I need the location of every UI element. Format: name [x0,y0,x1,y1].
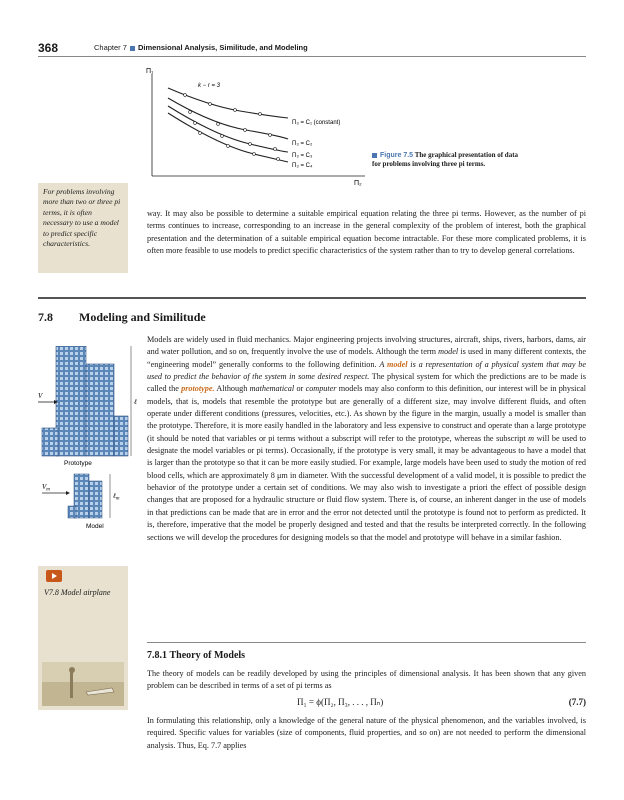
caption-text: The graphical presentation of data for problems involving three pi terms. [372,151,519,168]
vm-label-sub: m [46,487,50,493]
paragraph-2-text [147,334,586,544]
prototype-low-building [42,428,58,456]
prototype-model-figure [34,346,142,536]
lm-label [112,492,120,502]
lm-label-sub: m [115,496,120,502]
y-axis-label: Π₁ [146,68,154,75]
p2-computer: computer [305,384,337,394]
prototype-side-building [114,416,128,456]
p2-def-a: A [379,359,388,369]
curve-label-c4: Π₃ = C₄ [292,163,313,169]
figure-7-5-caption [372,151,524,169]
subsection-rule [147,642,586,643]
p2-model-term: model [438,347,459,357]
paragraph-4 [147,715,586,752]
margin-note: For problems involving more than two or three pi terms, it is often necessary to use a model to predict specific characteristics. [38,183,128,273]
prototype-tower-2 [86,364,114,456]
p2-def-b: is a representation of a physical system that may be used to predict the behavior of the system in some desired respect. [147,359,586,382]
running-head [94,43,308,52]
section-rule [38,297,586,299]
k-r-label: k − r = 3 [198,83,221,89]
p2-s4: Although [214,384,250,394]
p2-prototype-term: prototype. [181,384,215,394]
vm-arrowhead-icon [66,491,70,495]
p2-mathematical: mathematical [249,384,295,394]
p2-s1: Models are widely used in fluid mechanics. Major engineering projects involving structures, aircraft, ships, rivers, harbors, dams, air and water pollution, and so on, frequently involve the use of models. Although the term [147,335,586,357]
subsection-heading [147,650,245,661]
p2-s6: models may also conform to this definition, our interest will be in physical models, that is, models that resemble the prototype but are generally of a different size, may involve different fluids, and often operate under different conditions (pressures, velocities, etc.). As shown by the figure in the margin, usually a model is smaller than the prototype. Therefore, it is more easily handled in the laboratory and less expensive to construct and operate than a large prototype (it should be noted that variables or pi terms without a subscript will refer to the prototype, whereas the subscript [147,384,586,443]
equation-number: (7.7) [568,697,586,707]
square-bullet-icon [130,46,135,51]
paragraph-1-text: way. It may also be possible to determine a suitable empirical equation relating the three pi terms. However, as the number of pi terms continues to increase, corresponding to an increase in the general complexity of the problem of interest, both the graphical presentation and the determination of a suitable empirical equation become intractable. For these more complicated problems, it is often more feasible to use models to predict specific characteristics of the system rather than to try to develop general correlations. [147,209,586,256]
chapter-label: Chapter 7 [94,43,127,52]
vm-label-main: V [42,483,47,491]
figure-7-5-graph [140,66,370,188]
play-icon [52,573,57,579]
paragraph-1 [147,208,586,257]
prototype-label: Prototype [64,460,92,467]
lm-label-main: ℓ [113,492,116,500]
curve-label-c3: Π₃ = C₃ [292,153,313,159]
p2-s8: in diameter. With the successful development of a valid model, it is possible to predict the behavior of the prototype under a certain set of conditions. We may also wish to investigate a priori the effect of possible design changes that are proposed for a hydraulic structure or fluid flow system. There is, of course, an inherent danger in the use of models in that predictions can be made that are in error and the error not detected until the prototype is found not to perform as predicted. It is, therefore, imperative that the model be properly designed and tested and that the results be interpreted correctly. In the following sections we will develop the procedures for designing models so that the model and prototype will behave in a similar fashion. [147,470,586,542]
vm-label [42,483,50,493]
p2-s5: or [294,384,306,394]
paragraph-2 [147,334,586,544]
curve-label-c1: Π₃ = C₁ (constant) [292,120,341,126]
p2-s2: is used in many different contexts, the “engineering model” generally conforms to the following definition. [147,347,587,369]
curve-c1 [168,88,288,118]
paragraph-4-text: In formulating this relationship, only a knowledge of the general nature of the physical phenomenon, and the variables involved, is required. Specific values for variables (size of components, fluid properties, and so on) are not needed to perform the dimensional analysis. Thus, Eq. 7.7 applies [147,716,586,750]
video-note-box[interactable] [38,566,128,710]
model-tower-2 [89,481,102,518]
square-bullet-icon [372,153,377,158]
section-number: 7.8 [38,310,53,324]
subsection-number: 7.8.1 [147,650,167,661]
p2-subscript-m: m [528,433,535,443]
model-airplane-photo [42,662,124,706]
curve-c2 [168,98,288,139]
page-number: 368 [38,41,59,55]
section-heading [38,310,206,325]
header-rule [38,56,586,57]
play-video-button[interactable] [46,570,62,582]
v-label: V [38,392,43,400]
chapter-title: Dimensional Analysis, Similitude, and Modeling [137,43,308,52]
equation-text: Π₁ = ϕ(Π₂, Π₃, . . . , Πₙ) [297,697,384,707]
p2-s3: The physical system for which the predictions are to be made is called the [147,372,586,394]
p2-s7: will be used to designate the model variables or pi terms). Occasionally, if the prototype is very small, it may be advantageous to have a model that is larger than the prototype so that it can be more easily studied. For example, large models have been used to study the motion of red blood cells, which are approximately 8 [147,433,587,480]
model-label: Model [86,523,104,530]
video-note-label: V7.8 Model airplane [44,588,111,597]
section-title: Modeling and Similitude [79,310,206,324]
subsection-title: Theory of Models [169,650,246,661]
x-axis-label: Π₂ [354,180,362,187]
paragraph-3 [147,668,586,693]
curve-label-c2: Π₃ = C₂ [292,141,313,147]
l-label: ℓ [134,398,137,406]
model-low-building [68,506,76,518]
p2-mu: μm [277,470,288,480]
figure-label: Figure 7.5 [380,152,414,159]
prototype-tower [56,346,86,456]
paragraph-3-text: The theory of models can be readily developed by using the principles of dimensional analysis. It has been shown that any given problem can be described in terms of a set of pi terms as [147,669,586,691]
p2-def-model: model [387,359,408,369]
